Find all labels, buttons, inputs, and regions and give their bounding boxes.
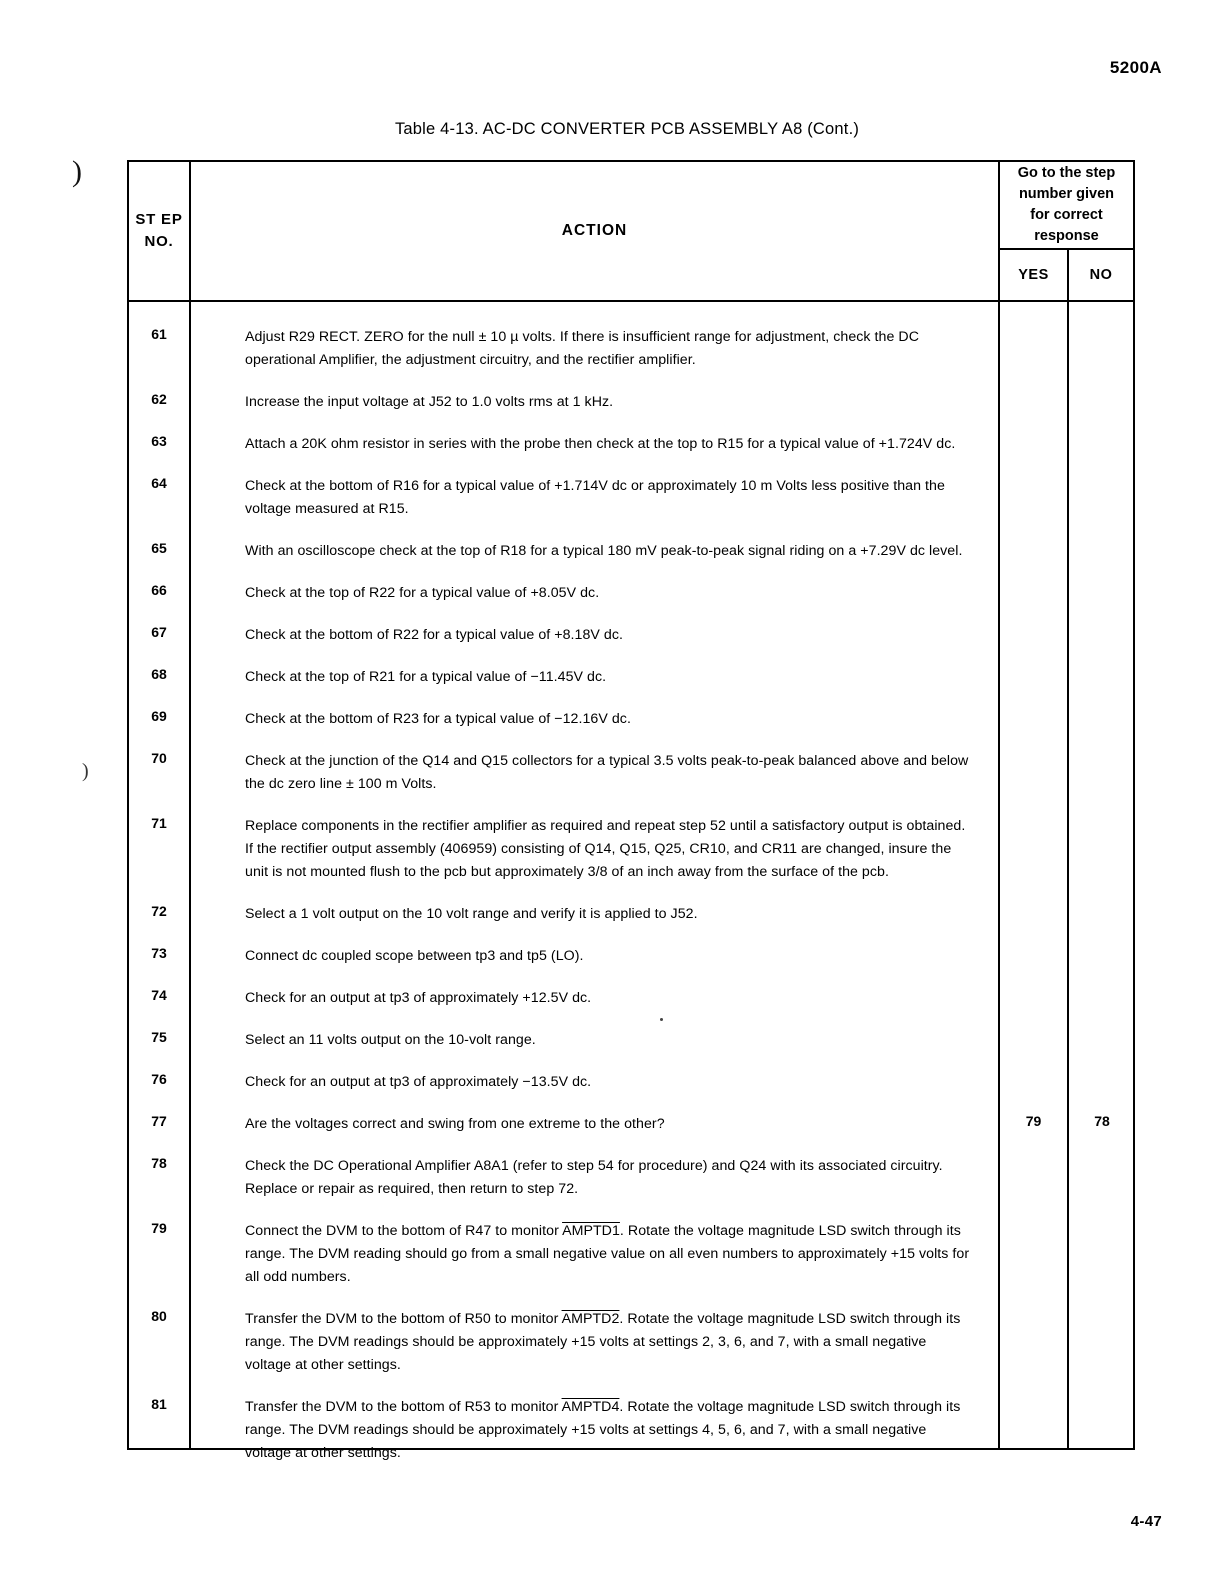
step-number: 64: [151, 475, 167, 491]
step-action-text: Are the voltages correct and swing from one extreme to the other?: [245, 1116, 665, 1132]
column-header-step-line1: ST EP: [135, 211, 183, 229]
no-response-step: 78: [1094, 1113, 1110, 1129]
action-text-post: . Rotate the voltage magnitude LSD switch through its range. The DVM readings should be approximately +15 volts at settings 2, 3, 6, and 7, with a small negative voltage at other settings.: [245, 1311, 961, 1373]
step-number: 76: [151, 1071, 167, 1087]
table-row: [129, 750, 1133, 796]
table-row: [129, 666, 1133, 689]
table-row: [129, 1396, 1133, 1465]
step-action-text: Select an 11 volts output on the 10-volt range.: [245, 1032, 536, 1048]
table-row: [129, 945, 1133, 968]
table-row: [129, 540, 1133, 563]
step-action-text: Adjust R29 RECT. ZERO for the null ± 10 µ volts. If there is insufficient range for adjustment, check the DC operational Amplifier, the adjustment circuitry, and the rectifier amplifier.: [245, 329, 920, 368]
step-number: 74: [151, 987, 167, 1003]
action-text-pre: Transfer the DVM to the bottom of R53 to monitor: [245, 1399, 562, 1415]
column-header-step-line2: NO.: [144, 233, 174, 250]
table-row: [129, 1155, 1133, 1201]
table-row: [129, 903, 1133, 926]
step-action-text: Check at the bottom of R22 for a typical value of +8.18V dc.: [245, 627, 623, 643]
table-row: [129, 326, 1133, 372]
step-number: 61: [151, 326, 167, 342]
signal-name-overlined: AMPTD4: [561, 1399, 620, 1415]
column-header-step: [129, 162, 189, 300]
step-number: 81: [151, 1396, 167, 1412]
step-number: 67: [151, 624, 167, 640]
step-action-text: Check at the junction of the Q14 and Q15 collectors for a typical 3.5 volts peak-to-peak balanced above and below the dc zero line ± 100 m Volts.: [245, 753, 969, 792]
action-text-pre: Transfer the DVM to the bottom of R50 to monitor: [245, 1311, 562, 1327]
step-action-text: Attach a 20K ohm resistor in series with the probe then check at the top to R15 for a typical value of +1.724V dc.: [245, 436, 956, 452]
table-row: [129, 1220, 1133, 1289]
table-row: [129, 1308, 1133, 1377]
column-header-no: NO: [1089, 267, 1113, 283]
step-action-text: Check at the bottom of R23 for a typical value of −12.16V dc.: [245, 711, 631, 727]
step-action-text: Check at the bottom of R16 for a typical value of +1.714V dc or approximately 10 m Volts less positive than the voltage measured at R15.: [245, 478, 945, 517]
table-row: [129, 708, 1133, 731]
step-action-text: Check for an output at tp3 of approximately +12.5V dc.: [245, 990, 592, 1006]
step-number: 68: [151, 666, 167, 682]
table-row: [129, 391, 1133, 414]
step-action-text: Select a 1 volt output on the 10 volt range and verify it is applied to J52.: [245, 906, 698, 922]
table-row: [129, 433, 1133, 456]
step-action-text: Connect dc coupled scope between tp3 and tp5 (LO).: [245, 948, 584, 964]
step-number: 66: [151, 582, 167, 598]
action-text-post: . Rotate the voltage magnitude LSD switch through its range. The DVM reading should go from a small negative value on all even numbers to approximately +15 volts for all odd numbers.: [245, 1223, 970, 1285]
step-number: 71: [151, 815, 167, 831]
table-row: [129, 1113, 1133, 1136]
step-number: 78: [151, 1155, 167, 1171]
table-row: [129, 1071, 1133, 1094]
yes-response-step: 79: [1025, 1113, 1042, 1129]
step-action-text: Check for an output at tp3 of approximately −13.5V dc.: [245, 1074, 592, 1090]
step-number: 63: [151, 433, 167, 449]
step-action-text: [245, 1220, 973, 1289]
step-number: 69: [151, 708, 167, 724]
step-number: 75: [151, 1029, 167, 1045]
table-row: [129, 624, 1133, 647]
step-action-text: With an oscilloscope check at the top of R18 for a typical 180 mV peak-to-peak signal riding on a +7.29V dc level.: [245, 543, 963, 559]
action-text-pre: Connect the DVM to the bottom of R47 to monitor: [245, 1223, 563, 1239]
column-header-action: ACTION: [561, 222, 628, 239]
model-number: 5200A: [1109, 58, 1162, 77]
step-action-text: Replace components in the rectifier amplifier as required and repeat step 52 until a satisfactory output is obtained. If the rectifier output assembly (406959) consisting of Q14, Q15, Q25, CR10, and CR11 are changed, insure the unit is not mounted flush to the pcb but approximately 3/8 of an inch away from the surface of the pcb.: [245, 818, 966, 880]
table-row: [129, 582, 1133, 605]
step-action-text: Check the DC Operational Amplifier A8A1 (refer to step 54 for procedure) and Q24 with its associated circuitry. Replace or repair as required, then return to step 72.: [245, 1158, 943, 1197]
column-header-goto: Go to the step number given for correct response: [1017, 164, 1116, 245]
margin-mark-middle: ): [82, 760, 89, 782]
step-action-text: Increase the input voltage at J52 to 1.0 volts rms at 1 kHz.: [245, 394, 614, 410]
signal-name-overlined: AMPTD2: [561, 1311, 620, 1327]
step-number: 62: [151, 391, 167, 407]
page-number: 4-47: [1130, 1513, 1162, 1530]
table-row: [129, 815, 1133, 884]
step-action-text: [245, 1396, 973, 1465]
step-action-text: Check at the top of R21 for a typical value of −11.45V dc.: [245, 669, 607, 685]
column-header-yes: YES: [1018, 267, 1049, 283]
step-number: 70: [151, 750, 167, 766]
table-body: [129, 302, 1133, 1461]
step-number: 80: [151, 1308, 167, 1324]
step-number: 72: [151, 903, 167, 919]
table-row: [129, 1029, 1133, 1052]
table-row: [129, 987, 1133, 1010]
step-number: 73: [151, 945, 167, 961]
procedure-table: [127, 160, 1135, 1461]
step-action-text: [245, 1308, 973, 1377]
step-action-text: Check at the top of R22 for a typical value of +8.05V dc.: [245, 585, 600, 601]
signal-name-overlined: AMPTD1: [562, 1223, 620, 1239]
margin-mark-top: ): [72, 155, 82, 188]
step-number: 77: [151, 1113, 167, 1129]
table-row: [129, 475, 1133, 521]
table-caption: Table 4-13. AC-DC CONVERTER PCB ASSEMBLY A8 (Cont.): [394, 120, 860, 138]
action-text-post: . Rotate the voltage magnitude LSD switch through its range. The DVM readings should be approximately +15 volts at settings 4, 5, 6, and 7, with a small negative voltage at other settings.: [245, 1399, 961, 1461]
step-number: 65: [151, 540, 167, 556]
step-number: 79: [151, 1220, 167, 1236]
